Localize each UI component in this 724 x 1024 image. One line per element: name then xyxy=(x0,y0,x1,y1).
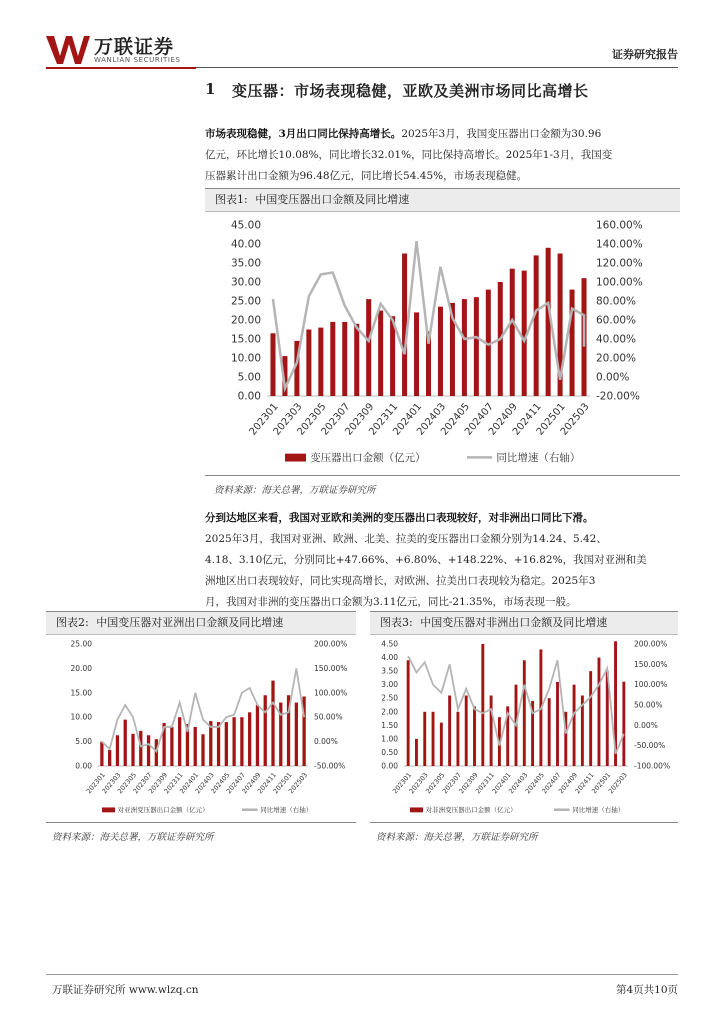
bar xyxy=(465,696,468,766)
bar xyxy=(201,734,204,766)
bar xyxy=(295,703,298,766)
footer-divider xyxy=(46,974,678,975)
figure-1-label: 图表1: xyxy=(215,193,248,206)
figure-3-source: 资料来源：海关总署，万联证券研究所 xyxy=(376,832,538,843)
y-axis-tick-label: 15.00 xyxy=(70,688,92,698)
y2-axis-tick-label: 20.00% xyxy=(596,352,637,365)
bar xyxy=(534,255,539,396)
bar xyxy=(178,717,181,766)
brand-name: 万联证券 xyxy=(94,36,175,58)
x-axis-tick-label: 202503 xyxy=(606,771,629,796)
x-axis-tick-label: 202311 xyxy=(367,401,401,438)
bar xyxy=(100,742,103,766)
y-axis-tick-label: 10.00 xyxy=(70,712,92,722)
y2-axis-tick-label: 140.00% xyxy=(596,238,643,251)
bar xyxy=(131,734,134,766)
x-axis-tick-label: 202501 xyxy=(590,771,613,796)
y2-axis-tick-label: 100.00% xyxy=(634,680,668,690)
x-axis-tick-label: 202301 xyxy=(84,771,107,796)
legend-bar-swatch xyxy=(410,807,423,812)
bar xyxy=(232,717,235,766)
y2-axis-tick-label: 150.00% xyxy=(314,663,348,673)
paragraph-2-line: 洲地区出口表现较好，同比实现高增长，对欧洲、拉美出口表现较为稳定。2025年3 xyxy=(205,575,596,587)
bar xyxy=(448,696,451,766)
bar xyxy=(510,269,515,396)
y2-axis-tick-label: 100.00% xyxy=(314,688,348,698)
bar xyxy=(270,333,275,396)
x-axis-tick-label: 202303 xyxy=(271,401,305,438)
bar xyxy=(414,312,419,396)
bar xyxy=(217,722,220,766)
y-axis-tick-label: 35.00 xyxy=(230,257,261,270)
y2-axis-tick-label: 0.00% xyxy=(314,737,338,747)
x-axis-tick-label: 202409 xyxy=(240,771,263,796)
x-axis-tick-label: 202409 xyxy=(486,401,520,438)
figure-3-chart xyxy=(370,636,678,822)
x-axis-tick-label: 202309 xyxy=(147,771,170,796)
y-axis-tick-label: 4.50 xyxy=(381,639,398,649)
y2-axis-tick-label: 50.00% xyxy=(634,700,663,710)
x-axis-tick-label: 202405 xyxy=(523,771,546,796)
bar xyxy=(440,723,443,766)
x-axis-tick-label: 202411 xyxy=(573,771,596,796)
bar xyxy=(366,299,371,396)
figure-3-border xyxy=(370,822,678,823)
legend-line-label: 同比增速（右轴） xyxy=(496,452,581,464)
bar xyxy=(264,695,267,766)
bar xyxy=(473,706,476,766)
x-axis-tick-label: 202307 xyxy=(131,771,154,796)
bar xyxy=(438,307,443,396)
bar xyxy=(481,644,484,766)
x-axis-tick-label: 202409 xyxy=(557,771,580,796)
bar xyxy=(124,720,127,766)
y2-axis-tick-label: 0.00% xyxy=(634,720,658,730)
y-axis-tick-label: 2.50 xyxy=(381,693,398,703)
paragraph-1-line: 压器累计出口金额为96.48亿元，同比增长54.45%，市场表现稳健。 xyxy=(205,170,528,182)
x-axis-tick-label: 202305 xyxy=(295,401,329,438)
y-axis-tick-label: 15.00 xyxy=(230,333,261,346)
paragraph-1-line: 亿元，环比增长10.08%，同比增长32.01%，同比保持高增长。2025年1-3月，我国变 xyxy=(205,149,613,161)
figure-1-title: 中国变压器出口金额及同比增速 xyxy=(255,193,410,206)
legend-bar-label: 变压器出口金额（亿元） xyxy=(310,452,426,464)
bar xyxy=(194,727,197,766)
x-axis-tick-label: 202401 xyxy=(490,771,513,796)
y-axis-tick-label: 20.00 xyxy=(230,314,261,327)
y2-axis-tick-label: 60.00% xyxy=(596,314,637,327)
y-axis-tick-label: 3.50 xyxy=(381,666,398,676)
figure-2-source: 资料来源：海关总署，万联证券研究所 xyxy=(52,832,214,843)
x-axis-tick-label: 202311 xyxy=(162,771,185,796)
section-title: 变压器：市场表现稳健，亚欧及美洲市场同比高增长 xyxy=(232,82,589,100)
bar xyxy=(432,712,435,766)
bar xyxy=(256,705,259,766)
bar xyxy=(548,698,551,766)
brand-name-english: WANLIAN SECURITIES xyxy=(94,56,181,64)
paragraph-2 xyxy=(205,508,675,613)
legend-line-label: 同比增速（右轴） xyxy=(572,806,625,814)
footer-left: 万联证券研究所 www.wlzq.cn xyxy=(52,984,199,996)
bar xyxy=(147,735,150,766)
paragraph-2-lead: 分到达地区来看，我国对亚欧和美洲的变压器出口表现较好，对非洲出口同比下滑。 xyxy=(205,512,594,524)
bar xyxy=(306,330,311,397)
section-number: 1 xyxy=(205,80,216,98)
x-axis-tick-label: 202401 xyxy=(391,401,425,438)
bar xyxy=(342,322,347,396)
x-axis-tick-label: 202303 xyxy=(100,771,123,796)
paragraph-1-line: 2025年3月，我国变压器出口金额为30.96 xyxy=(401,128,602,140)
brand-logo-icon xyxy=(46,34,90,64)
figure-1-source: 资料来源：海关总署，万联证券研究所 xyxy=(214,485,376,496)
y2-axis-tick-label: 200.00% xyxy=(314,639,348,649)
x-axis-tick-label: 202501 xyxy=(534,401,568,438)
bar xyxy=(402,254,407,397)
y-axis-tick-label: 3.00 xyxy=(381,680,398,690)
x-axis-tick-label: 202305 xyxy=(424,771,447,796)
bar xyxy=(570,290,575,396)
bar xyxy=(456,712,459,766)
paragraph-1-lead: 市场表现稳健，3月出口同比保持高增长。 xyxy=(205,128,402,140)
legend-bar-swatch xyxy=(102,807,115,812)
figure-1-border xyxy=(205,475,680,476)
bar xyxy=(248,712,251,766)
bar xyxy=(573,685,576,766)
figure-1-chart xyxy=(205,213,680,475)
paragraph-2-line: 2025年3月，我国对亚洲、欧洲、北美、拉美的变压器出口金额分别为14.24、5.42、 xyxy=(205,533,607,545)
y2-axis-tick-label: 0.00% xyxy=(596,371,630,384)
y-axis-tick-label: 25.00 xyxy=(230,295,261,308)
x-axis-tick-label: 202309 xyxy=(343,401,377,438)
bar xyxy=(415,739,418,766)
paragraph-2-line: 月，我国对非洲的变压器出口金额为3.11亿元，同比-21.35%，市场表现一般。 xyxy=(205,596,577,608)
bar xyxy=(462,299,467,396)
y-axis-tick-label: 45.00 xyxy=(230,219,261,232)
page-number: 第4页共10页 xyxy=(615,984,678,996)
figure-3-caption xyxy=(370,611,678,635)
y2-axis-tick-label: 40.00% xyxy=(596,333,637,346)
y-axis-tick-label: 0.00 xyxy=(381,761,398,771)
report-type: 证券研究报告 xyxy=(612,48,678,61)
x-axis-tick-label: 202307 xyxy=(440,771,463,796)
legend-bar-label: 对亚洲变压器出口金额（亿元） xyxy=(117,806,209,814)
x-axis-tick-label: 202411 xyxy=(510,401,544,438)
y2-axis-tick-label: 160.00% xyxy=(596,219,643,232)
y2-axis-tick-label: 50.00% xyxy=(314,712,343,722)
x-axis-tick-label: 202401 xyxy=(178,771,201,796)
y-axis-tick-label: 2.00 xyxy=(381,707,398,717)
bar xyxy=(240,717,243,766)
y2-axis-tick-label: 150.00% xyxy=(634,659,668,669)
bar xyxy=(108,750,111,766)
x-axis-tick-label: 202403 xyxy=(415,401,449,438)
bar xyxy=(474,297,479,396)
x-axis-tick-label: 202303 xyxy=(407,771,430,796)
y-axis-tick-label: 4.00 xyxy=(381,653,398,663)
legend-bar-swatch xyxy=(285,454,306,462)
legend-line-label: 同比增速（右轴） xyxy=(260,806,313,814)
y2-axis-tick-label: 100.00% xyxy=(596,276,643,289)
header-accent-bar xyxy=(46,67,196,69)
bar xyxy=(622,682,625,766)
bar xyxy=(139,731,142,766)
bar xyxy=(378,311,383,397)
y2-axis-tick-label: 200.00% xyxy=(634,639,668,649)
x-axis-tick-label: 202503 xyxy=(287,771,310,796)
y2-axis-tick-label: -50.00% xyxy=(634,741,666,751)
y2-axis-tick-label: -100.00% xyxy=(634,761,671,771)
bar xyxy=(116,735,119,766)
y2-axis-tick-label: -50.00% xyxy=(314,761,346,771)
x-axis-tick-label: 202407 xyxy=(540,771,563,796)
paragraph-2-line: 4.18、3.10亿元，分别同比+47.66%、+6.80%、+148.22%、+16.82%，我国对亚洲和美 xyxy=(205,554,647,566)
x-axis-tick-label: 202403 xyxy=(193,771,216,796)
bar xyxy=(271,681,274,766)
figure-2-chart xyxy=(46,636,356,822)
bar xyxy=(170,727,173,766)
figure-2-title: 中国变压器对亚洲出口金额及同比增速 xyxy=(96,616,284,629)
y-axis-tick-label: 0.50 xyxy=(381,747,398,757)
paragraph-1 xyxy=(205,124,675,187)
bar xyxy=(330,322,335,396)
bar xyxy=(523,660,526,766)
x-axis-tick-label: 202411 xyxy=(255,771,279,796)
y-axis-tick-label: 20.00 xyxy=(70,663,92,673)
y-axis-tick-label: 25.00 xyxy=(70,639,92,649)
x-axis-tick-label: 202503 xyxy=(558,401,592,438)
bar xyxy=(318,328,323,396)
y-axis-tick-label: 5.00 xyxy=(237,371,261,384)
bar xyxy=(354,324,359,396)
x-axis-tick-label: 202305 xyxy=(115,771,139,796)
x-axis-tick-label: 202405 xyxy=(209,771,232,796)
x-axis-tick-label: 202301 xyxy=(391,771,414,796)
x-axis-tick-label: 202301 xyxy=(247,401,281,438)
legend-bar-label: 对非洲变压器出口金额（亿元） xyxy=(425,806,517,814)
figure-2-border xyxy=(46,822,356,823)
y-axis-tick-label: 10.00 xyxy=(230,352,261,365)
y2-axis-tick-label: -20.00% xyxy=(596,390,640,403)
x-axis-tick-label: 202403 xyxy=(507,771,530,796)
y-axis-tick-label: 1.00 xyxy=(381,734,398,744)
x-axis-tick-label: 202501 xyxy=(271,771,294,796)
y-axis-tick-label: 1.50 xyxy=(381,720,398,730)
y-axis-tick-label: 5.00 xyxy=(75,737,92,747)
figure-2-label: 图表2: xyxy=(56,616,89,629)
y-axis-tick-label: 40.00 xyxy=(230,238,261,251)
bar xyxy=(598,658,601,766)
y-axis-tick-label: 0.00 xyxy=(237,390,261,403)
y2-axis-tick-label: 80.00% xyxy=(596,295,637,308)
x-axis-tick-label: 202311 xyxy=(474,771,497,796)
bar xyxy=(225,722,228,766)
bar xyxy=(556,682,559,766)
figure-3-label: 图表3: xyxy=(380,616,413,629)
x-axis-tick-label: 202309 xyxy=(457,771,480,796)
x-axis-tick-label: 202407 xyxy=(224,771,247,796)
figure-1-caption xyxy=(205,188,680,212)
x-axis-tick-label: 202405 xyxy=(439,401,473,438)
y2-axis-tick-label: 120.00% xyxy=(596,257,643,270)
y-axis-tick-label: 0.00 xyxy=(75,761,92,771)
x-axis-tick-label: 202307 xyxy=(319,401,353,438)
y-axis-tick-label: 30.00 xyxy=(230,276,261,289)
figure-2-caption xyxy=(46,611,356,635)
bar xyxy=(490,696,493,766)
x-axis-tick-label: 202407 xyxy=(463,401,496,438)
bar xyxy=(423,712,426,766)
figure-3-title: 中国变压器对非洲出口金额及同比增速 xyxy=(420,616,608,629)
bar xyxy=(589,671,592,766)
bar xyxy=(407,660,410,766)
